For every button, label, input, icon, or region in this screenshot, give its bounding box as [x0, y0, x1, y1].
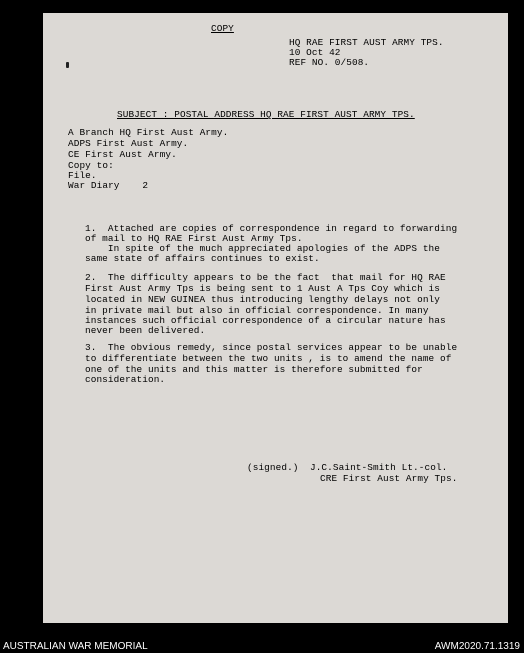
date-line: 10 Oct 42: [289, 47, 341, 58]
from-line: HQ RAE FIRST AUST ARMY TPS.: [289, 37, 444, 48]
ink-mark: [66, 62, 69, 68]
paragraph-line: to differentiate between the two units , is to amend the name of: [85, 353, 452, 364]
addressee-line: Copy to:: [68, 160, 114, 171]
paragraph-line: one of the units and this matter is therefore submitted for: [85, 364, 423, 375]
footer-accession: AWM2020.71.1319: [434, 641, 520, 652]
paragraph-line: in private mail but also in official correspondence. In many: [85, 305, 429, 316]
addressee-line: A Branch HQ First Aust Army.: [68, 127, 229, 138]
footer-institution: AUSTRALIAN WAR MEMORIAL: [3, 641, 148, 652]
paragraph-line: 3. The obvious remedy, since postal services appear to be unable: [85, 342, 458, 353]
paragraph-line: instances such official correspondence of a circular nature has: [85, 315, 446, 326]
addressee-line: File.: [68, 170, 97, 181]
signature-title: CRE First Aust Army Tps.: [320, 473, 458, 484]
addressee-line: War Diary 2: [68, 180, 149, 191]
copy-label: COPY: [211, 23, 234, 34]
paragraph-line: In spite of the much appreciated apologies of the ADPS the: [85, 243, 441, 254]
paragraph-line: First Aust Army Tps is being sent to 1 Aust A Tps Coy which is: [85, 283, 441, 294]
ref-line: REF NO. 0/508.: [289, 57, 370, 68]
addressee-line: ADPS First Aust Army.: [68, 138, 189, 149]
paragraph-line: same state of affairs continues to exist.: [85, 253, 320, 264]
paragraph-line: consideration.: [85, 374, 166, 385]
signature-line: (signed.) J.C.Saint-Smith Lt.-col.: [247, 462, 448, 473]
paragraph-line: never been delivered.: [85, 325, 206, 336]
paragraph-line: of mail to HQ RAE First Aust Army Tps.: [85, 233, 303, 244]
paragraph-line: located in NEW GUINEA thus introducing lengthy delays not only: [85, 294, 441, 305]
addressee-line: CE First Aust Army.: [68, 149, 177, 160]
paragraph-line: 2. The difficulty appears to be the fact that mail for HQ RAE: [85, 272, 446, 283]
subject-line: SUBJECT : POSTAL ADDRESS HQ RAE FIRST AUST ARMY TPS.: [117, 109, 415, 120]
paragraph-line: 1. Attached are copies of correspondence in regard to forwarding: [85, 223, 458, 234]
